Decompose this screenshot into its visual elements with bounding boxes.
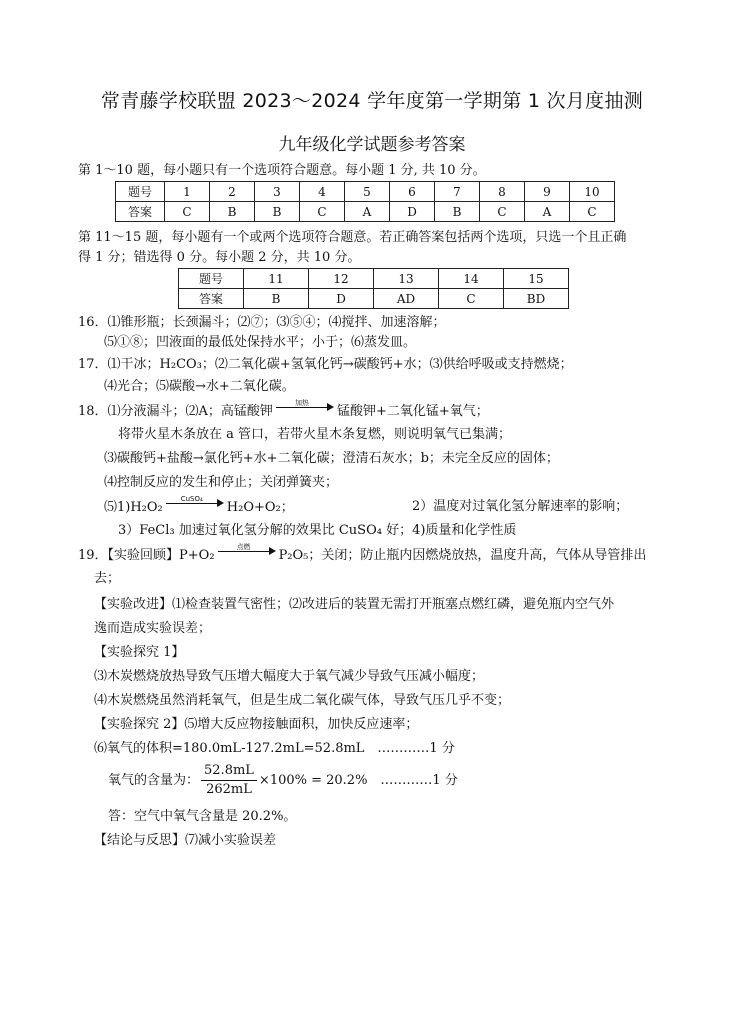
page-subtitle: 九年级化学试题参考答案 [278, 135, 466, 155]
table-cell: 10 [570, 182, 615, 202]
reaction-arrow [276, 399, 334, 412]
q18-line5-part2: 2）温度对过氧化氢分解速率的影响； [412, 499, 629, 514]
table-cell: 3 [255, 182, 300, 202]
q19-line10-rest: ×100% = 20.2% …………1 分 [258, 773, 458, 788]
fraction-denominator: 262mL [206, 782, 252, 797]
table-header-cell: 答案 [179, 289, 244, 309]
q16-line2: ⑸①⑧；凹液面的最低处保持水平；小于；⑹蒸发皿。 [104, 335, 417, 350]
reaction-arrow [166, 495, 224, 508]
q19-line1 [78, 543, 647, 565]
table-cell: 9 [525, 182, 570, 202]
q18-line5-text-b: H₂O+O₂； [226, 500, 294, 515]
table-cell: 8 [480, 182, 525, 202]
table-header-cell: 答案 [116, 202, 165, 222]
q17-line2: ⑷光合；⑸碳酸→水+二氧化碳。 [104, 379, 295, 394]
q19-line10 [108, 762, 458, 799]
table-cell: C [165, 202, 210, 222]
q19-line1-text-a: 19．【实验回顾】P+O₂ [78, 548, 215, 563]
section1-instruction: 第 1～10 题，每小题只有一个选项符合题意。每小题 1 分, 共 10 分。 [78, 163, 486, 178]
q19-line5: 【实验探究 1】 [94, 645, 185, 660]
q18-line5-text-a: ⑸1)H₂O₂ [104, 500, 163, 515]
table-cell: 13 [374, 269, 439, 289]
q18-line3: ⑶碳酸钙+盐酸→氯化钙+水+二氧化碳；澄清石灰水；b；未完全反应的固体； [104, 451, 559, 466]
arrow-condition: 点燃 [236, 543, 251, 551]
q19-line10-label: 氧气的含量为： [108, 773, 200, 788]
q18-line6: 3）FeCl₃ 加速过氧化氢分解的效果比 CuSO₄ 好；4)质量和化学性质 [118, 523, 517, 538]
q16-line1: 16．⑴锥形瓶；长颈漏斗；⑵⑦；⑶⑤④；⑷搅拌、加速溶解； [78, 315, 446, 330]
q18-line1-text-a: 18．⑴分液漏斗；⑵A；高锰酸钾 [78, 404, 273, 419]
table-cell: 15 [504, 269, 569, 289]
table-cell: C [480, 202, 525, 222]
answer-table-1 [115, 181, 615, 222]
table-cell: C [439, 289, 504, 309]
table-cell: B [435, 202, 480, 222]
q19-line12: 【结论与反思】⑺减小实验误差 [94, 833, 277, 848]
table-row [116, 182, 615, 202]
q18-line1-text-b: 锰酸钾+二氧化锰+氧气； [336, 404, 489, 419]
fraction [201, 762, 257, 799]
table-cell: AD [374, 289, 439, 309]
fraction-numerator: 52.8mL [201, 762, 257, 781]
q19-line4: 逸而造成实验误差； [94, 621, 212, 636]
table-cell: 14 [439, 269, 504, 289]
arrow-catalyst: CuSO₄ [180, 495, 203, 503]
q18-line5 [104, 495, 294, 517]
table-cell: B [210, 202, 255, 222]
arrow-condition: 加热 [294, 399, 309, 407]
table-cell: 5 [345, 182, 390, 202]
table-cell: BD [504, 289, 569, 309]
table-cell: C [300, 202, 345, 222]
q19-line11: 答：空气中氧气含量是 20.2%。 [108, 809, 297, 824]
table-cell: 2 [210, 182, 255, 202]
table-row [179, 289, 569, 309]
table-cell: D [390, 202, 435, 222]
table-header-cell: 题号 [179, 269, 244, 289]
q19-line3: 【实验改进】⑴检查装置气密性；⑵改进后的装置无需打开瓶塞点燃红磷，避免瓶内空气外 [94, 597, 615, 612]
q18-line1 [78, 399, 489, 421]
q19-line8: 【实验探究 2】⑸增大反应物接触面积，加快反应速率； [94, 717, 419, 732]
q19-line2: 去； [94, 571, 121, 586]
reaction-arrow [218, 543, 276, 556]
q17-line1: 17．⑴干冰；H₂CO₃；⑵二氧化碳+氢氧化钙→碳酸钙+水；⑶供给呼吸或支持燃烧； [78, 357, 573, 372]
table-cell: D [309, 289, 374, 309]
table-cell: A [345, 202, 390, 222]
table-cell: C [570, 202, 615, 222]
table-cell: 12 [309, 269, 374, 289]
section2-instruction-line2: 得 1 分；错选得 0 分。每小题 2 分，共 10 分。 [78, 250, 361, 265]
q18-line4: ⑷控制反应的发生和停止；关闭弹簧夹； [104, 475, 339, 490]
q19-line9: ⑹氧气的体积=180.0mL-127.2mL=52.8mL …………1 分 [94, 741, 455, 756]
table-header-cell: 题号 [116, 182, 165, 202]
table-cell: B [255, 202, 300, 222]
table-cell: 6 [390, 182, 435, 202]
table-cell: B [244, 289, 309, 309]
q19-line1-text-b: P₂O₅；关闭；防止瓶内因燃烧放热，温度升高，气体从导管排出 [278, 548, 647, 563]
table-cell: A [525, 202, 570, 222]
table-row [179, 269, 569, 289]
table-row [116, 202, 615, 222]
table-cell: 11 [244, 269, 309, 289]
q19-line7: ⑷木炭燃烧虽然消耗氧气，但是生成二氧化碳气体，导致气压几乎不变； [94, 693, 511, 708]
q19-line6: ⑶木炭燃烧放热导致气压增大幅度大于氧气减少导致气压减小幅度； [94, 669, 485, 684]
page-title: 常青藤学校联盟 2023～2024 学年度第一学期第 1 次月度抽测 [100, 90, 644, 112]
table-cell: 7 [435, 182, 480, 202]
answer-table-2 [178, 268, 569, 309]
section2-instruction-line1: 第 11～15 题，每小题有一个或两个选项符合题意。若正确答案包括两个选项，只选一个且正确 [78, 230, 627, 245]
table-cell: 4 [300, 182, 345, 202]
q18-line2: 将带火星木条放在 a 管口，若带火星木条复燃，则说明氧气已集满； [118, 427, 512, 442]
table-cell: 1 [165, 182, 210, 202]
